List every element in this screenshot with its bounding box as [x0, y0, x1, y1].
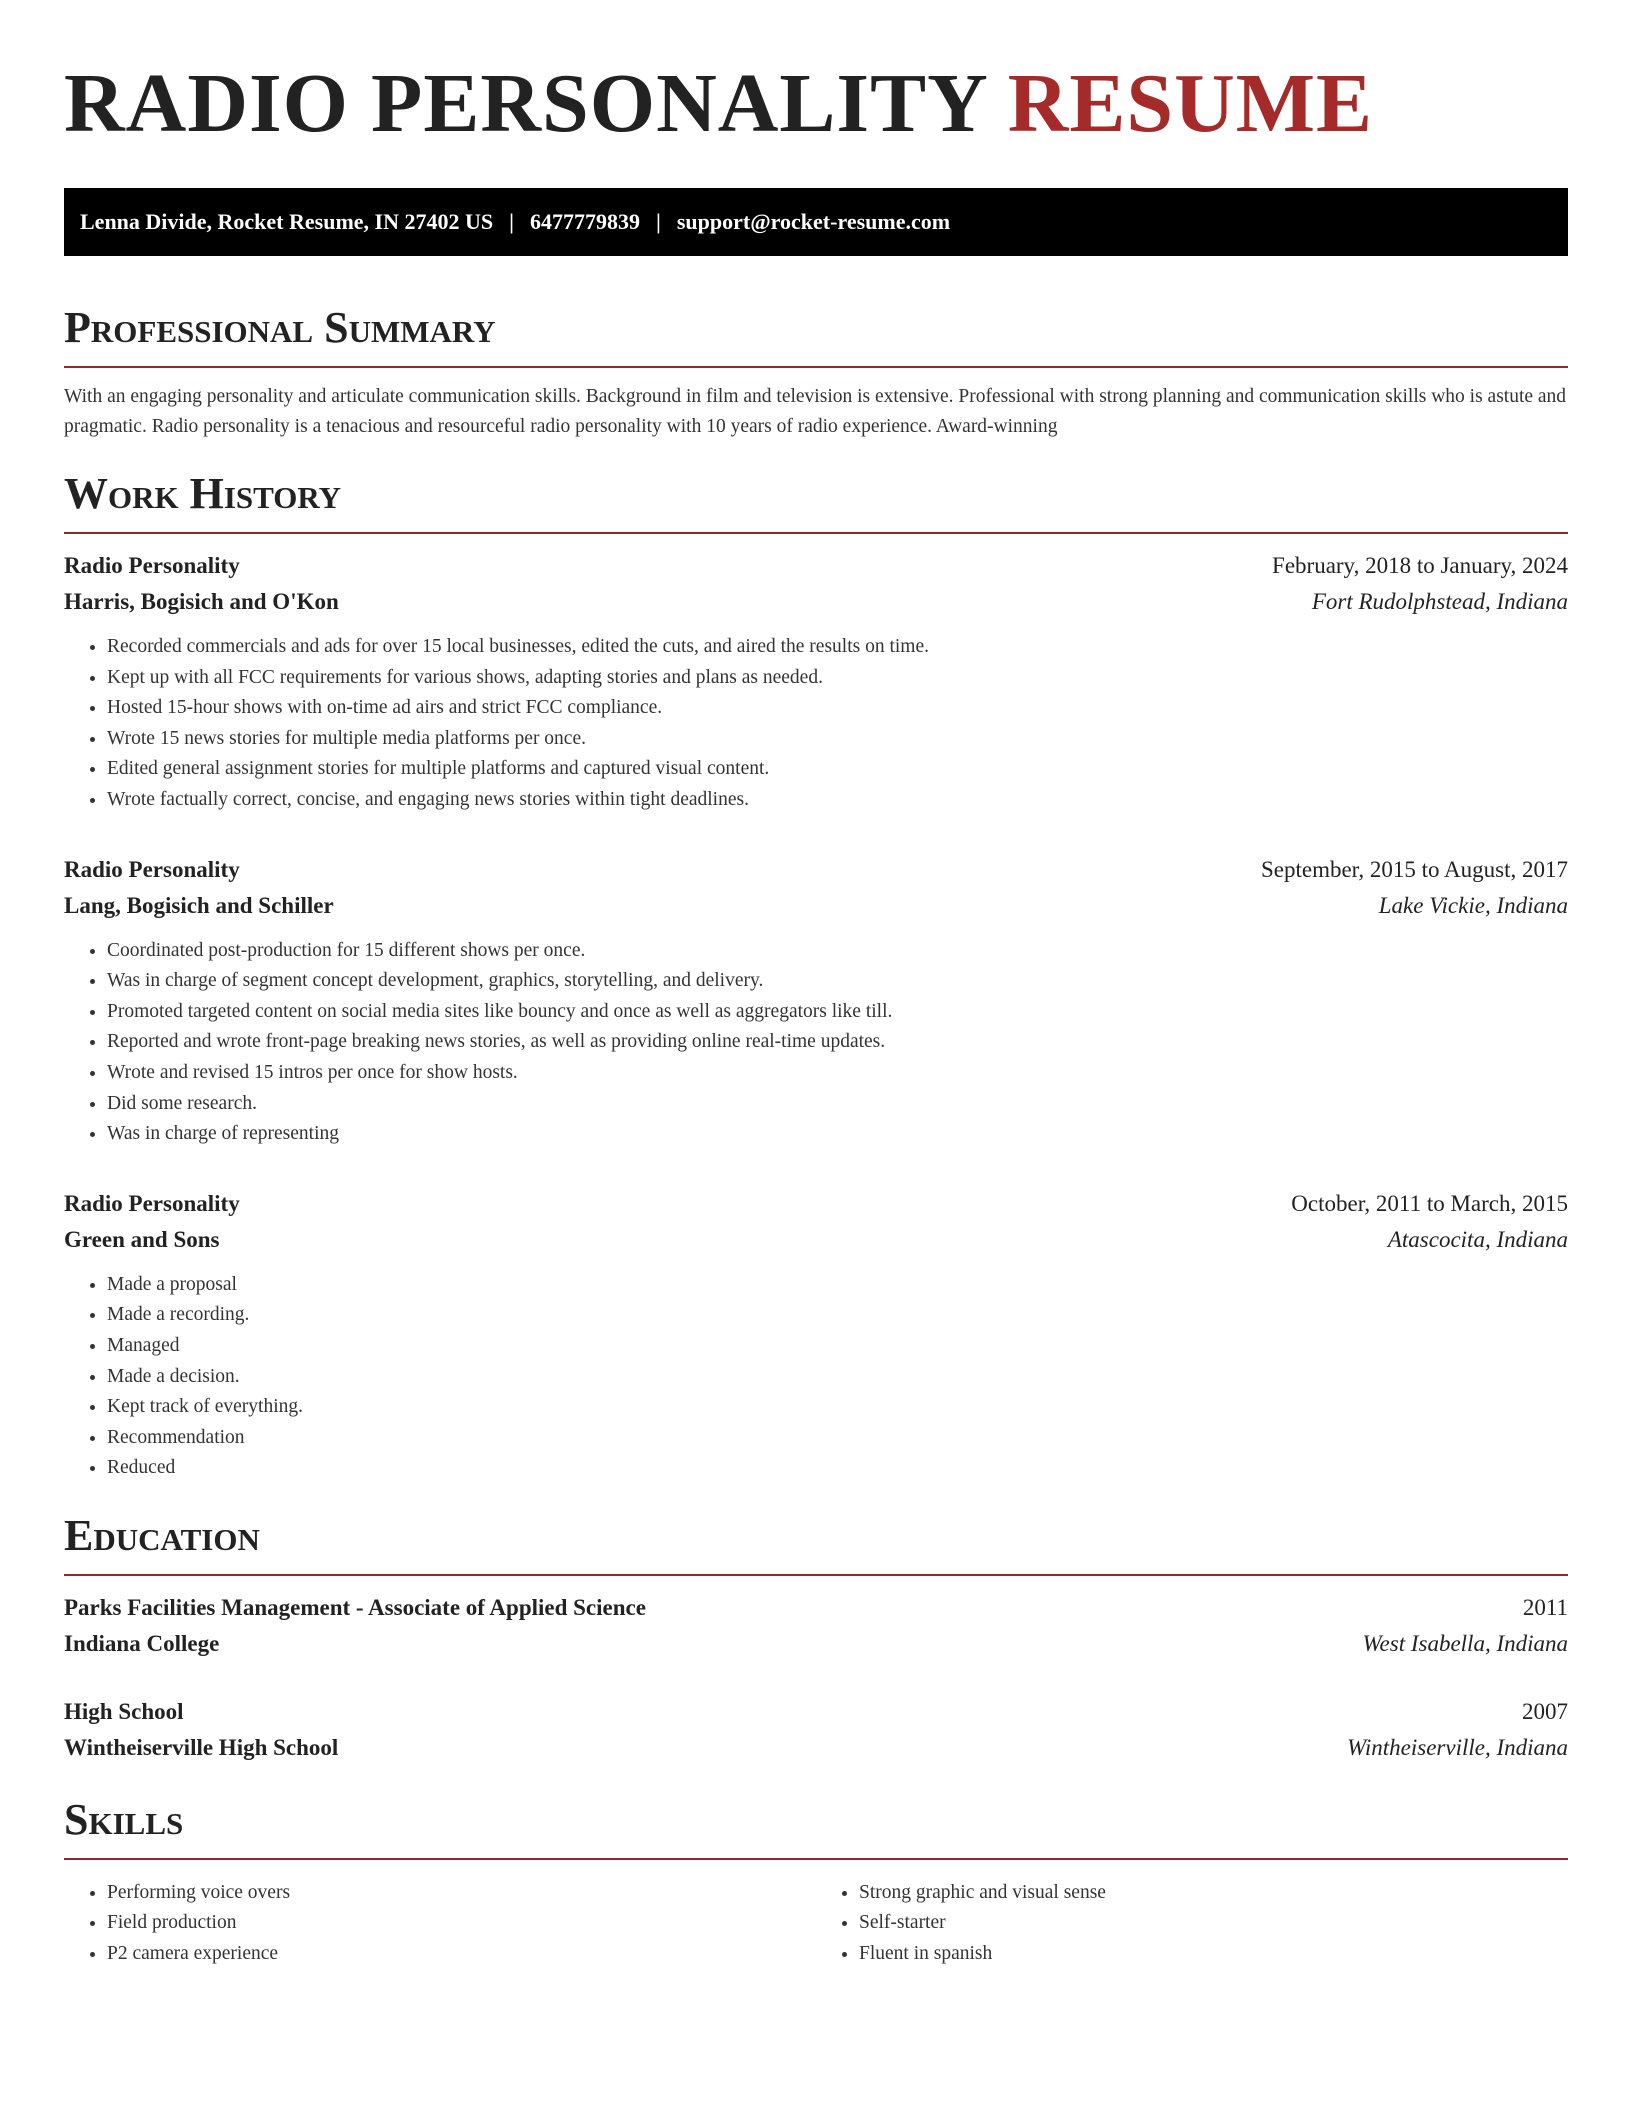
contact-email: support@rocket-resume.com — [676, 209, 951, 234]
job-bullet: • Recommendation — [107, 1423, 1568, 1454]
education-location: Wintheiserville, Indiana — [1346, 1734, 1568, 1760]
job-entry — [64, 548, 1568, 816]
education-location: West Isabella, Indiana — [1362, 1630, 1568, 1656]
education-school: Wintheiserville High School — [64, 1734, 339, 1760]
education-heading: Education — [64, 1510, 260, 1560]
contact-address: Lenna Divide, Rocket Resume, IN 27402 US — [80, 209, 494, 234]
skills-list-right — [816, 1878, 1568, 1970]
work-history-heading: Work History — [64, 469, 342, 518]
skill-item: • Fluent in spanish — [859, 1939, 1568, 1970]
job-dates: September, 2015 to August, 2017 — [1260, 856, 1568, 882]
job-bullet: • Made a decision. — [107, 1362, 1568, 1393]
education-entry — [64, 1590, 1568, 1662]
education-entry — [64, 1694, 1568, 1766]
job-bullet: • Wrote factually correct, concise, and engaging news stories within tight deadlines. — [107, 785, 1568, 816]
section-divider — [64, 1858, 1568, 1860]
job-entry — [64, 852, 1568, 1150]
title-accent: RESUME — [1007, 57, 1374, 150]
job-title: Radio Personality — [64, 1190, 240, 1216]
contact-phone: 6477779839 — [529, 209, 640, 234]
job-bullet: • Kept up with all FCC requirements for various shows, adapting stories and plans as needed. — [107, 663, 1568, 694]
job-bullet: • Edited general assignment stories for multiple platforms and captured visual content. — [107, 754, 1568, 785]
skills-list-left — [64, 1878, 816, 1970]
education-year: 2007 — [1522, 1698, 1568, 1724]
job-location: Atascocita, Indiana — [1387, 1226, 1568, 1252]
job-bullets — [64, 1270, 1568, 1484]
education-degree: High School — [64, 1698, 184, 1724]
job-bullet: • Did some research. — [107, 1089, 1568, 1120]
job-bullets — [64, 632, 1568, 816]
job-company: Green and Sons — [64, 1226, 220, 1252]
job-entry — [64, 1186, 1568, 1484]
job-bullet: • Reported and wrote front-page breaking news stories, as well as providing online real-time updates. — [107, 1027, 1568, 1058]
job-location: Fort Rudolphstead, Indiana — [1311, 589, 1568, 614]
job-location: Lake Vickie, Indiana — [1378, 892, 1568, 918]
skill-item: • Field production — [107, 1908, 816, 1939]
job-company: Harris, Bogisich and O'Kon — [64, 589, 339, 614]
summary-heading: Professional Summary — [64, 303, 496, 352]
job-bullet: • Wrote and revised 15 intros per once for show hosts. — [107, 1058, 1568, 1089]
job-bullet: • Made a recording. — [107, 1300, 1568, 1331]
education-degree: Parks Facilities Management - Associate of Applied Science — [64, 1594, 646, 1620]
contact-separator: | — [655, 209, 661, 234]
job-bullet: • Was in charge of segment concept development, graphics, storytelling, and delivery. — [107, 966, 1568, 997]
job-bullet: • Managed — [107, 1331, 1568, 1362]
skill-item: • Self-starter — [859, 1908, 1568, 1939]
job-dates: February, 2018 to January, 2024 — [1272, 553, 1568, 578]
job-bullet: • Coordinated post-production for 15 different shows per once. — [107, 936, 1568, 967]
contact-separator: | — [509, 209, 514, 234]
job-bullet: • Made a proposal — [107, 1270, 1568, 1301]
job-title: Radio Personality — [64, 856, 240, 882]
education-year: 2011 — [1522, 1594, 1568, 1620]
job-bullet: • Promoted targeted content on social media sites like bouncy and once as well as aggregators like till. — [107, 997, 1568, 1028]
job-bullet: • Recorded commercials and ads for over 15 local businesses, edited the cuts, and aired the results on time. — [107, 632, 1568, 663]
title-main: RADIO PERSONALITY — [64, 57, 986, 150]
job-bullet: • Hosted 15-hour shows with on-time ad airs and strict FCC compliance. — [107, 693, 1568, 724]
job-bullet: • Kept track of everything. — [107, 1392, 1568, 1423]
contact-bar — [64, 188, 1568, 256]
section-divider — [64, 366, 1568, 368]
skill-item: • Strong graphic and visual sense — [859, 1878, 1568, 1909]
job-title: Radio Personality — [64, 553, 240, 578]
skill-item: • P2 camera experience — [107, 1939, 816, 1970]
job-bullets — [64, 936, 1568, 1150]
job-company: Lang, Bogisich and Schiller — [64, 892, 334, 918]
job-bullet: • Wrote 15 news stories for multiple media platforms per once. — [107, 724, 1568, 755]
skills-heading: Skills — [64, 1794, 184, 1844]
resume-title — [64, 56, 1568, 152]
skill-item: • Performing voice overs — [107, 1878, 816, 1909]
education-school: Indiana College — [64, 1630, 220, 1656]
section-divider — [64, 532, 1568, 534]
job-dates: October, 2011 to March, 2015 — [1291, 1190, 1568, 1216]
job-bullet: • Reduced — [107, 1453, 1568, 1484]
section-divider — [64, 1574, 1568, 1576]
job-bullet: • Was in charge of representing — [107, 1119, 1568, 1150]
skills-grid — [64, 1868, 1568, 1970]
summary-text: With an engaging personality and articulate communication skills. Background in film and television is extensive. Professional with strong planning and communication skills who is astute and pragmatic. Radio personality is a tenacious and resourceful radio personality with 10 years of radio experience. Award-winning — [64, 386, 1567, 437]
